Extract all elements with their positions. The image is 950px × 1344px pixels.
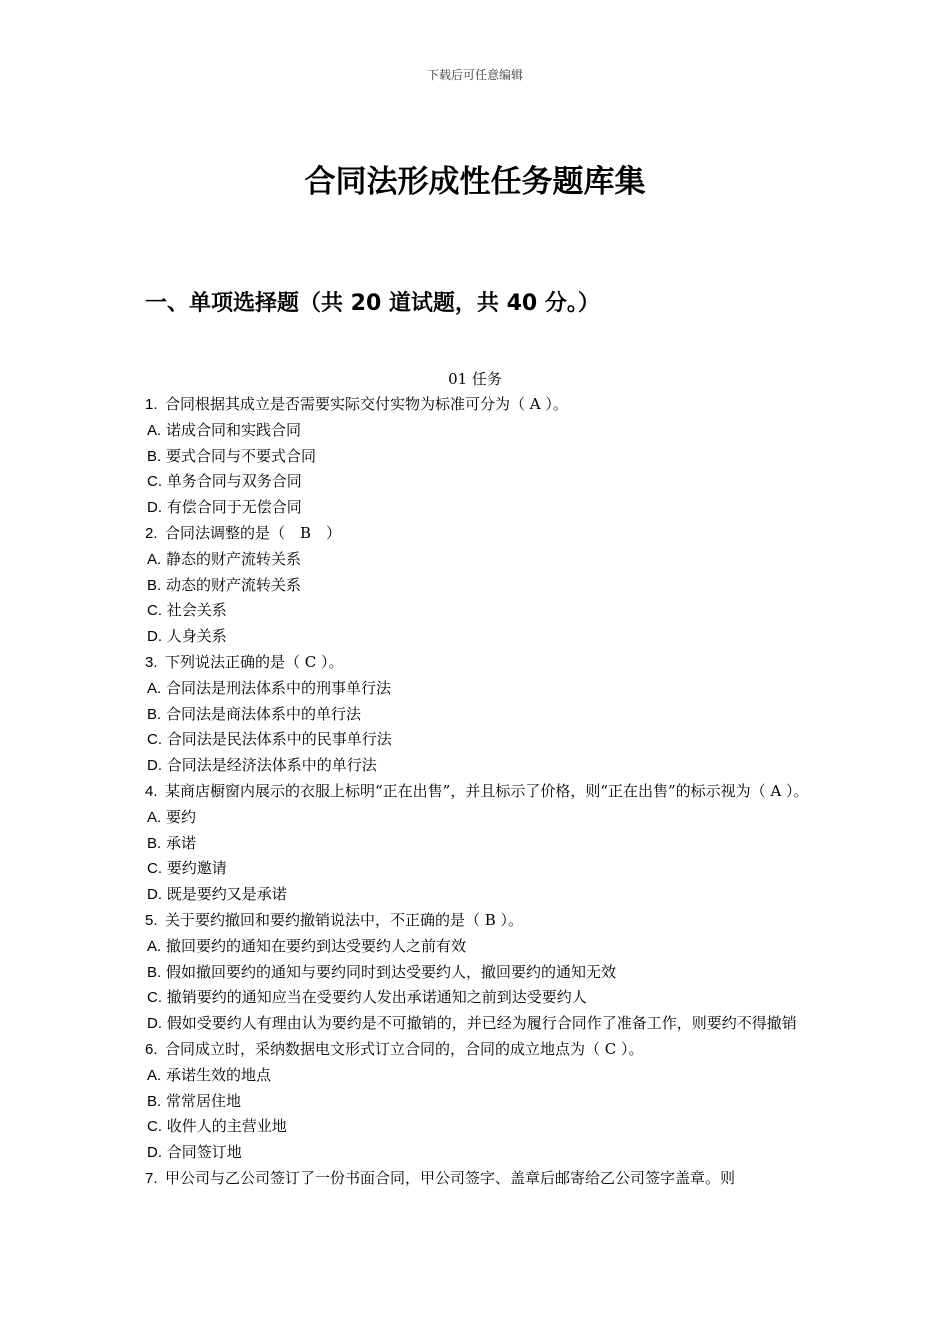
option-text: 有偿合同于无偿合同 — [166, 498, 302, 517]
option-text: 假如撤回要约的通知与要约同时到达受要约人，撤回要约的通知无效 — [165, 962, 616, 981]
question-text: 某商店橱窗内展示的衣服上标明“正在出售”，并且标示了价格，则“正在出售”的标示视为（ A ）。 — [165, 781, 809, 800]
option-text: 人身关系 — [166, 627, 227, 646]
document-title: 合同法形成性任务题库集 — [304, 164, 646, 200]
option-key: A. — [147, 679, 162, 697]
answer-option — [145, 882, 810, 908]
question-number: 5. — [145, 911, 158, 929]
option-key: D. — [147, 886, 162, 904]
question-stem — [145, 392, 810, 418]
question-number: 1. — [145, 396, 158, 413]
question-stem — [145, 1166, 810, 1192]
option-key: C. — [147, 989, 162, 1007]
option-key: B. — [147, 834, 162, 852]
question-number: 6. — [145, 1040, 158, 1058]
answer-option — [145, 573, 810, 599]
question-stem — [145, 908, 810, 934]
option-key: A. — [147, 550, 162, 568]
option-text: 承诺 — [165, 833, 196, 852]
answer-option — [145, 985, 810, 1011]
task-label: 01 任务 — [448, 370, 502, 388]
answer-option — [145, 444, 810, 470]
header-note: 下载后可任意编辑 — [426, 68, 523, 82]
option-key: A. — [147, 421, 162, 439]
question-number: 4. — [145, 782, 158, 800]
option-key: D. — [147, 1015, 162, 1033]
option-key: C. — [147, 731, 162, 749]
option-key: B. — [147, 963, 162, 981]
option-key: A. — [147, 1066, 162, 1084]
option-text: 假如受要约人有理由认为要约是不可撤销的，并已经为履行合同作了准备工作，则要约不得撤销 — [166, 1014, 797, 1033]
question-text: 下列说法正确的是（ C ）。 — [165, 652, 344, 671]
option-key: D. — [147, 628, 162, 646]
answer-option — [145, 1063, 810, 1089]
question-stem — [145, 650, 810, 676]
option-key: D. — [147, 757, 162, 775]
option-key: C. — [147, 473, 162, 491]
question-number: 2. — [145, 524, 158, 542]
answer-option — [145, 856, 810, 882]
answer-option — [145, 1114, 810, 1140]
answer-option — [145, 495, 810, 521]
answer-option — [145, 831, 810, 857]
option-text: 单务合同与双务合同 — [166, 472, 302, 491]
answer-option — [145, 469, 810, 495]
option-key: D. — [147, 1144, 162, 1162]
option-key: A. — [147, 808, 162, 826]
option-text: 要约 — [165, 807, 196, 826]
option-text: 动态的财产流转关系 — [165, 575, 301, 594]
option-text: 收件人的主营业地 — [166, 1117, 287, 1136]
option-key: D. — [147, 499, 162, 517]
question-text: 合同根据其成立是否需要实际交付实物为标准可分为（ A ）。 — [165, 395, 568, 413]
option-text: 社会关系 — [166, 601, 227, 620]
question-stem — [145, 1037, 810, 1063]
option-text: 承诺生效的地点 — [165, 1065, 271, 1084]
answer-option — [145, 1140, 810, 1166]
option-text: 撤回要约的通知在要约到达受要约人之前有效 — [165, 936, 466, 955]
answer-option — [145, 727, 810, 753]
answer-option — [145, 418, 810, 444]
answer-option — [145, 1011, 810, 1037]
answer-option — [145, 676, 810, 702]
option-text: 合同法是民法体系中的民事单行法 — [166, 730, 392, 749]
question-text: 合同法调整的是（ B ） — [165, 523, 342, 542]
option-text: 合同法是刑法体系中的刑事单行法 — [165, 678, 391, 697]
question-stem — [145, 779, 810, 805]
question-text: 合同成立时，采纳数据电文形式订立合同的，合同的成立地点为（ C ）。 — [165, 1039, 644, 1058]
option-key: B. — [147, 447, 162, 465]
answer-option — [145, 624, 810, 650]
answer-option — [145, 960, 810, 986]
option-text: 合同法是商法体系中的单行法 — [165, 704, 361, 723]
question-number: 7. — [145, 1169, 158, 1187]
answer-option — [145, 1089, 810, 1115]
section-title: 一、单项选择题（共 20 道试题，共 40 分。） — [145, 291, 600, 316]
option-key: C. — [147, 602, 162, 620]
option-text: 诺成合同和实践合同 — [165, 420, 301, 439]
question-text: 关于要约撤回和要约撤销说法中，不正确的是（ B ）。 — [165, 910, 524, 929]
answer-option — [145, 934, 810, 960]
option-key: A. — [147, 937, 162, 955]
option-key: B. — [147, 1092, 162, 1110]
answer-option — [145, 805, 810, 831]
answer-option — [145, 702, 810, 728]
question-list — [145, 392, 810, 1192]
option-key: C. — [147, 860, 162, 878]
question-number: 3. — [145, 653, 158, 671]
option-key: B. — [147, 705, 162, 723]
option-text: 合同签订地 — [166, 1143, 242, 1162]
question-text: 甲公司与乙公司签订了一份书面合同，甲公司签字、盖章后邮寄给乙公司签字盖章。则 — [165, 1168, 736, 1187]
option-text: 合同法是经济法体系中的单行法 — [166, 756, 377, 775]
answer-option — [145, 598, 810, 624]
option-text: 要式合同与不要式合同 — [165, 446, 316, 465]
option-key: C. — [147, 1118, 162, 1136]
question-stem — [145, 521, 810, 547]
option-text: 常常居住地 — [165, 1091, 241, 1110]
option-text: 撤销要约的通知应当在受要约人发出承诺通知之前到达受要约人 — [166, 988, 587, 1007]
option-text: 既是要约又是承诺 — [166, 885, 287, 904]
option-text: 静态的财产流转关系 — [165, 549, 301, 568]
option-key: B. — [147, 576, 162, 594]
option-text: 要约邀请 — [166, 859, 227, 878]
answer-option — [145, 753, 810, 779]
answer-option — [145, 547, 810, 573]
